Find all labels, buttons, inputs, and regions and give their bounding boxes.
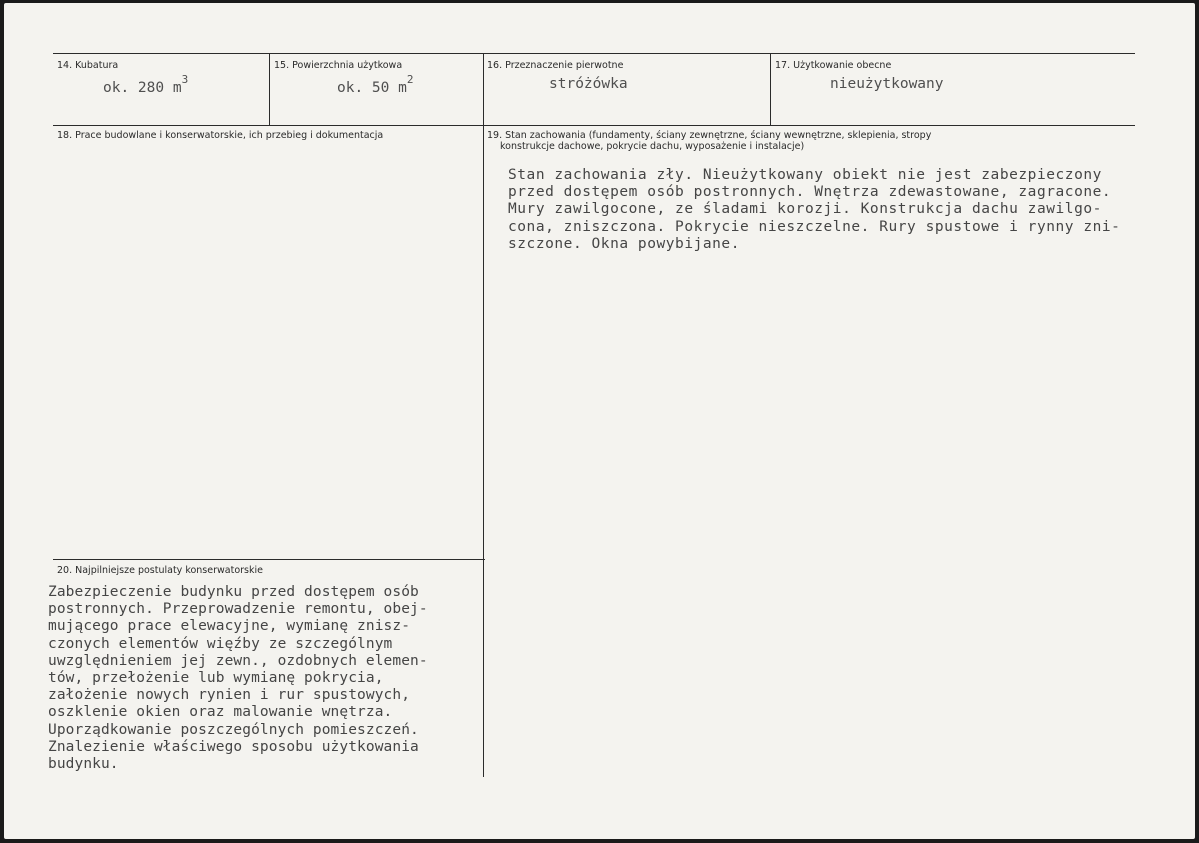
field-15-label: 15. Powierzchnia użytkowa <box>274 60 403 71</box>
field-19-text: Stan zachowania zły. Nieużytkowany obiekt nie jest zabezpieczony przed dostępem osób postronnych. Wnętrza zdewastowane, zagracone. Mury zawilgocone, ze śladami korozji. Konstrukcja dachu zawilgo- cona, zniszczona. Pokrycie nieszczelne. Rury spustowe i rynny zni- szczone. Okna powybijane. <box>508 167 1121 252</box>
field-20-text: Zabezpieczenie budynku przed dostępem osób postronnych. Przeprowadzenie remontu, obej- mującego prace elewacyjne, wymianę znisz- czonych elementów więźby ze szczególnym uwzględnieniem jej zewn., ozdobnych elemen- tów, przełożenie lub wymianę pokrycia, założenie nowych rynien i rur spustowych, oszklenie okien oraz malowanie wnętrza. Uporządkowanie poszczególnych pomieszczeń. Znalezienie właściwego sposobu użytkowania budynku. <box>48 584 428 773</box>
field-18-label: 18. Prace budowlane i konserwatorskie, ich przebieg i dokumentacja <box>57 130 384 141</box>
field-19-label-line2: konstrukcje dachowe, pokrycie dachu, wyposażenie i instalacje) <box>500 141 805 152</box>
inventory-card <box>4 3 1195 839</box>
middle-rule <box>53 125 1135 126</box>
divider-14-15 <box>269 53 270 125</box>
field-20-label: 20. Najpilniejsze postulaty konserwatorskie <box>57 565 263 576</box>
field-17-value: nieużytkowany <box>830 76 944 92</box>
field-14-label: 14. Kubatura <box>57 60 119 71</box>
field-14-value: ok. 280 $m^3$ <box>103 73 189 96</box>
field-16-value: stróżówka <box>549 76 628 92</box>
field-15-value: ok. 50 $m^2$ <box>337 73 414 96</box>
section-20-rule <box>53 559 485 560</box>
top-rule <box>53 53 1135 54</box>
divider-15-16 <box>483 53 484 777</box>
field-16-label: 16. Przeznaczenie pierwotne <box>487 60 624 71</box>
field-19-label-line1: 19. Stan zachowania (fundamenty, ściany zewnętrzne, ściany wewnętrzne, sklepienia, stropy <box>487 130 932 141</box>
field-17-label: 17. Użytkowanie obecne <box>775 60 892 71</box>
divider-16-17 <box>770 53 771 125</box>
